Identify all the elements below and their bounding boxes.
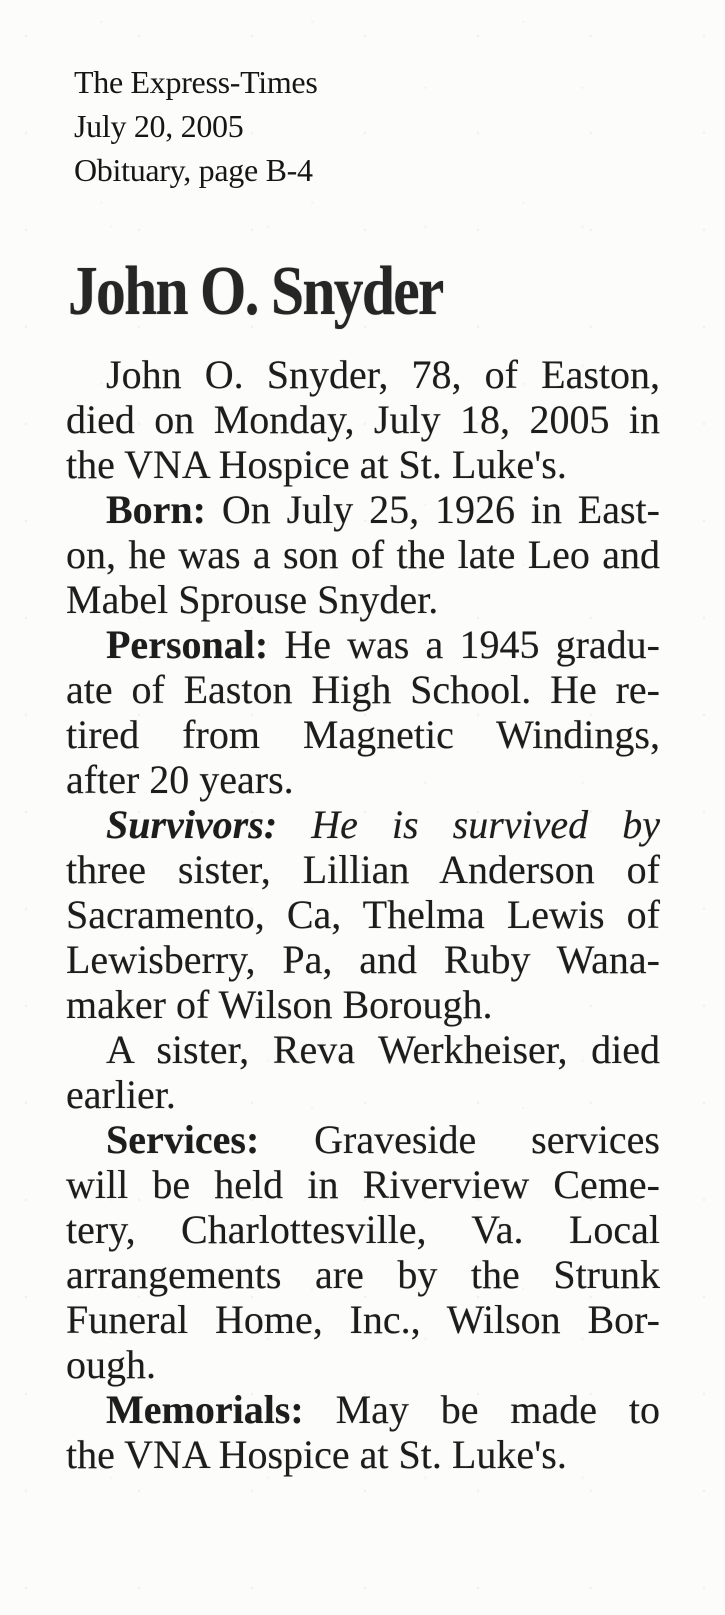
article-line: after 20 years.: [66, 757, 294, 802]
article-line: the VNA Hospice at St. Luke's.: [66, 442, 567, 487]
article-line: three sister, Lillian Anderson of: [66, 847, 660, 892]
article-line: John O. Snyder, 78, of Easton,: [106, 352, 660, 397]
section-label-survivors: Survivors:: [106, 802, 278, 847]
article-line: the VNA Hospice at St. Luke's.: [66, 1432, 567, 1477]
obituary-headline: John O. Snyder: [68, 253, 443, 330]
section-label-memorials: Memorials:: [106, 1387, 304, 1432]
article-line: died on Monday, July 18, 2005 in: [66, 397, 660, 442]
publication-date: July 20, 2005: [74, 108, 244, 144]
section-label-services: Services:: [106, 1117, 260, 1162]
article-line: [66, 487, 660, 532]
article-line: [66, 1117, 660, 1162]
article-line: maker of Wilson Borough.: [66, 982, 493, 1027]
line-text: Graveside services: [259, 1117, 660, 1162]
line-text: On July 25, 1926 in East-: [206, 487, 660, 532]
obituary-body: [66, 352, 660, 1477]
article-line: earlier.: [66, 1072, 176, 1117]
article-line: on, he was a son of the late Leo and: [66, 532, 660, 577]
publication-name: The Express-Times: [74, 64, 318, 100]
article-line: ate of Easton High School. He re-: [66, 667, 660, 712]
article-line: [66, 802, 660, 847]
article-line: tired from Magnetic Windings,: [66, 712, 660, 757]
article-line: will be held in Riverview Ceme-: [66, 1162, 660, 1207]
article-line: tery, Charlottesville, Va. Local: [66, 1207, 660, 1252]
section-page-ref: Obituary, page B-4: [74, 152, 313, 188]
article-line: Sacramento, Ca, Thelma Lewis of: [66, 892, 660, 937]
masthead: [74, 60, 317, 192]
article-line: A sister, Reva Werkheiser, died: [106, 1027, 660, 1072]
article-line: Lewisberry, Pa, and Ruby Wana-: [66, 937, 660, 982]
section-label-personal: Personal:: [106, 622, 269, 667]
section-label-born: Born:: [106, 487, 206, 532]
article-line: [66, 622, 660, 667]
line-text: He was a 1945 gradu-: [268, 622, 660, 667]
article-line: Funeral Home, Inc., Wilson Bor-: [66, 1297, 660, 1342]
article-line: ough.: [66, 1342, 156, 1387]
article-line: arrangements are by the Strunk: [66, 1252, 660, 1297]
line-text: May be made to: [303, 1387, 660, 1432]
article-line: [66, 1387, 660, 1432]
article-line: Mabel Sprouse Snyder.: [66, 577, 439, 622]
line-text: He is survived by: [277, 802, 660, 847]
